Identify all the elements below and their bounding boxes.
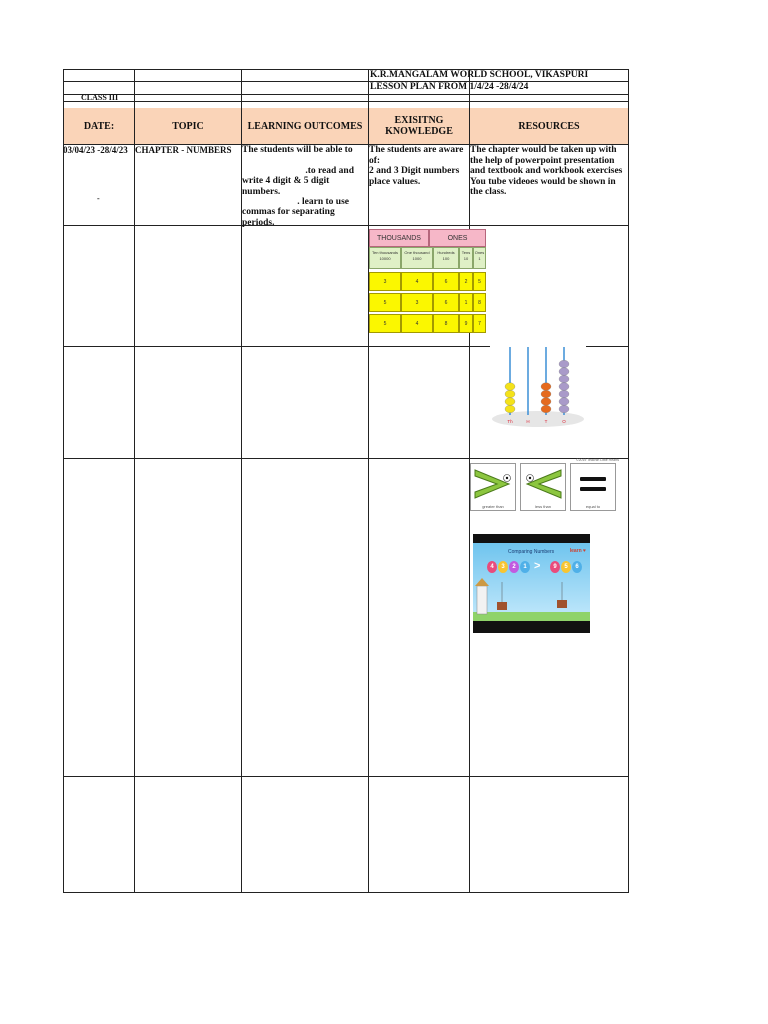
video-logo: learn ♥: [569, 548, 586, 554]
place-value-cell: 3: [401, 293, 433, 312]
column-header-topic: TOPIC: [135, 108, 241, 144]
topic-chapter: CHAPTER - NUMBERS: [135, 145, 232, 155]
abacus-illustration: [490, 345, 586, 431]
place-value-cell: 9: [459, 314, 473, 333]
column-header-date: DATE:: [64, 108, 134, 144]
column-header-learning-outcomes: LEARNING OUTCOMES: [242, 108, 368, 144]
abacus-bead: [505, 383, 515, 391]
greater-than-label: greater than: [482, 504, 504, 509]
place-value-chart: [369, 229, 486, 333]
date-range: 03/04/23 -28/4/23: [63, 145, 128, 155]
abacus-bead: [541, 383, 551, 391]
abacus-place-label: H: [526, 419, 530, 424]
digit-balloon: 1: [520, 561, 530, 573]
place-value-cell: 7: [473, 314, 486, 333]
column-header-existing-knowledge: EXISITNG KNOWLEDGE: [369, 108, 469, 144]
place-value-cell: 8: [433, 314, 459, 333]
abacus-bead: [541, 405, 551, 413]
video-scene-icon: [473, 574, 590, 619]
place-value-cell: 2: [459, 272, 473, 291]
place-header-ones: Ones 1: [473, 247, 486, 269]
abacus-bead: [505, 390, 515, 398]
place-value-cell: 6: [433, 272, 459, 291]
less-than-label: less than: [534, 504, 551, 509]
abacus-bead: [541, 390, 551, 398]
less-than-crocodile-icon: [521, 464, 565, 504]
outcomes-intro: The students will be able to: [242, 145, 353, 155]
place-header-ten-thousands: Ten thousands 10000: [369, 247, 401, 269]
column-header-resources: RESOURCES: [470, 108, 628, 144]
place-value-cell: 3: [369, 272, 401, 291]
place-header-thousands: One thousand 1000: [401, 247, 433, 269]
abacus-bead: [505, 405, 515, 413]
digit-balloon: 3: [498, 561, 508, 573]
abacus-bead: [559, 360, 569, 368]
abacus-bead: [505, 398, 515, 406]
thousands-band: THOUSANDS: [369, 229, 429, 247]
class-label: CLASS III: [81, 93, 119, 102]
outcome-commas-a: . learn to use: [297, 197, 349, 207]
place-value-cell: 4: [401, 314, 433, 333]
dash-mark: -: [97, 194, 100, 203]
digit-balloon: 4: [487, 561, 497, 573]
abacus-bead: [559, 383, 569, 391]
school-name: K.R.MANGALAM WORLD SCHOOL, VIKASPURI: [370, 70, 589, 80]
grid-line: [628, 69, 629, 893]
equals-icon: [571, 464, 615, 504]
digit-balloon: 9: [550, 561, 560, 573]
outcome-read-numbers: .to read and: [305, 166, 354, 176]
abacus-bead: [559, 390, 569, 398]
comparing-numbers-video-thumbnail[interactable]: [473, 534, 590, 633]
abacus-bead: [541, 398, 551, 406]
place-value-cell: 8: [473, 293, 486, 312]
place-value-cell: 5: [369, 293, 401, 312]
abacus-bead: [559, 405, 569, 413]
existing-knowledge-intro: The students are aware of:: [369, 145, 464, 166]
digit-balloon: 6: [572, 561, 582, 573]
abacus-bead: [559, 398, 569, 406]
outcome-commas-b: commas for separating periods.: [242, 207, 335, 228]
grid-line: [368, 69, 369, 893]
abacus-bead: [559, 368, 569, 376]
equal-to-card: [570, 463, 616, 511]
equal-to-label: equal to: [585, 504, 601, 509]
existing-knowledge-detail: 2 and 3 Digit numbers place values.: [369, 166, 460, 187]
grid-line: [63, 458, 629, 459]
place-header-hundreds: Hundreds 100: [433, 247, 459, 269]
grid-line: [63, 892, 629, 893]
place-value-cell: 5: [369, 314, 401, 333]
ones-band: ONES: [429, 229, 486, 247]
abacus-bead: [559, 375, 569, 383]
place-value-cell: 4: [401, 272, 433, 291]
outcome-write-numbers: write 4 digit & 5 digit numbers.: [242, 176, 330, 197]
greater-than-crocodile-icon: [471, 464, 515, 504]
comparison-symbol: >: [534, 560, 541, 572]
grid-line: [63, 101, 629, 102]
less-than-card: [520, 463, 566, 511]
video-title: Comparing Numbers: [508, 549, 555, 555]
comparison-credit: ©2019 Teachin Little Hearts: [576, 458, 619, 462]
grid-line: [134, 69, 135, 893]
abacus-base: [492, 411, 584, 427]
digit-balloon: 5: [561, 561, 571, 573]
place-header-tens: Tens 10: [459, 247, 473, 269]
lesson-plan-period: LESSON PLAN FROM 1/4/24 -28/4/24: [370, 82, 529, 92]
digit-balloon: 2: [509, 561, 519, 573]
place-value-cell: 1: [459, 293, 473, 312]
abacus-place-label: Th: [507, 419, 513, 424]
grid-line: [63, 69, 64, 893]
place-value-cell: 6: [433, 293, 459, 312]
grid-line: [63, 81, 629, 82]
grid-line: [63, 776, 629, 777]
grid-line: [63, 94, 629, 95]
abacus-place-label: T: [544, 419, 548, 424]
abacus-place-label: O: [562, 419, 566, 424]
resources-description: The chapter would be taken up with the help of powerpoint presentation and textbook and workbook exercises You tube videoes would be shown in the class.: [470, 145, 623, 197]
greater-than-card: [470, 463, 516, 511]
place-value-cell: 5: [473, 272, 486, 291]
